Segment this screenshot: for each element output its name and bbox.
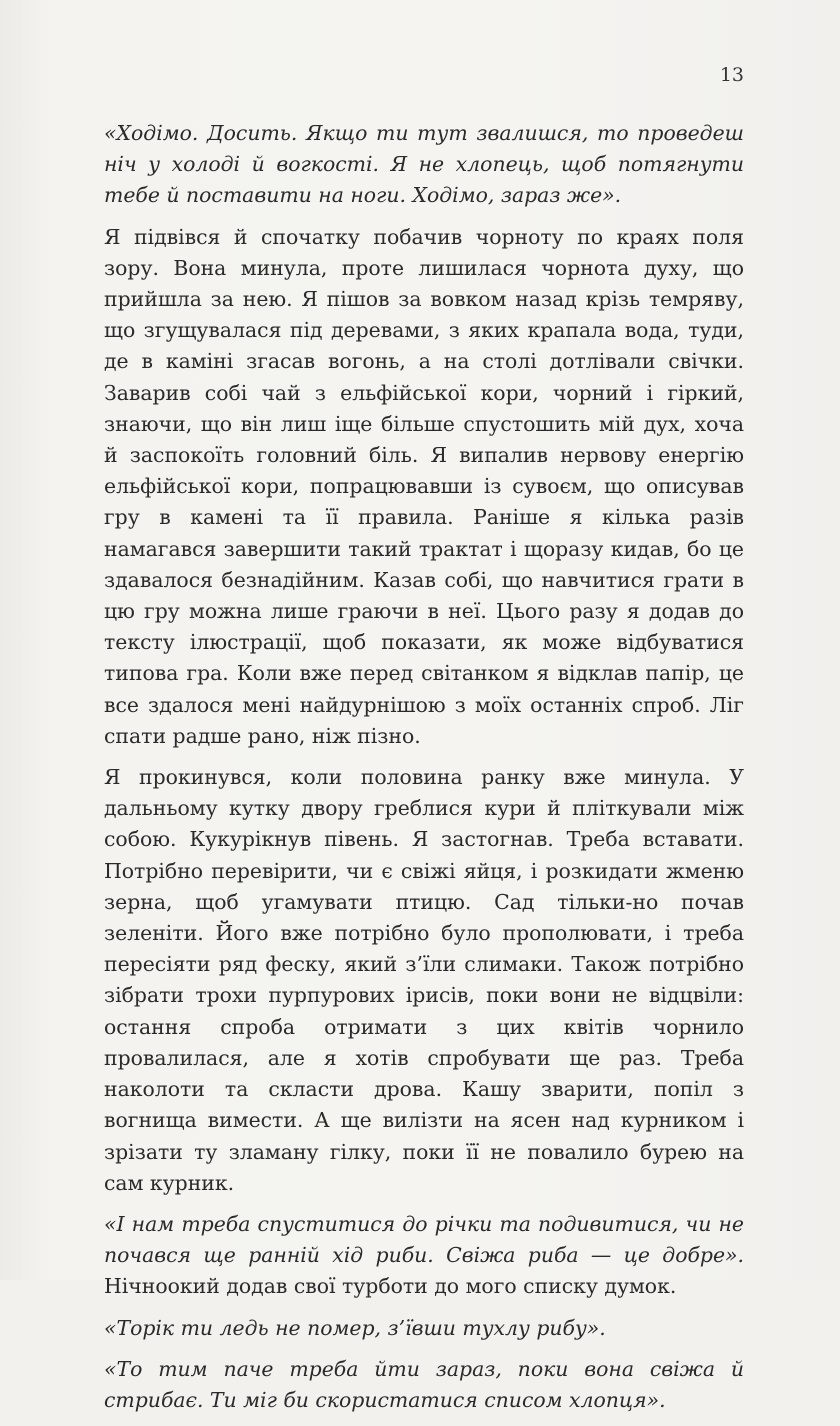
paragraph-narrative-1: [104, 222, 744, 752]
body-text: [104, 118, 744, 1426]
paragraph-dialogue-3: «То тим паче треба йти зараз, поки вона свіжа й стрибає. Ти міг би скористатися списом хлопця».: [104, 1356, 744, 1412]
paragraph-narrative-2-text: Я прокинувся, коли половина ранку вже минула. У дальньому кутку двору греблися кури й пліткували між собою. Кукурікнув півень. Я застогнав. Треба вставати. Потрібно перевірити, чи є свіжі яйця, і розкидати жменю зерна, щоб угамувати птицю. Сад тільки-но почав зеленіти. Його вже потрібно було прополювати, і треба пересіяти ряд феску, який з’їли слимаки. Також потрібно зібрати трохи пурпурових ірисів, поки вони не відцвіли: остання спроба отримати з цих квітів чорнило провалилася, але я хотів спробувати ще раз. Треба наколоти та скласти дрова. Кашу зварити, попіл з вогнища вимести. А ще вилізти на ясен над курником і зрізати ту зламану гілку, поки її не повалило бурею на сам курник.: [104, 765, 744, 1195]
page-number: 13: [719, 64, 744, 86]
paragraph-mixed-italic: «І нам треба спуститися до річки та подивитися, чи не почався ще ранній хід риби. Свіжа риба — це добре».: [104, 1211, 744, 1268]
paragraph-dialogue-2: «Торік ти ледь не помер, з’ївши тухлу рибу».: [104, 1315, 606, 1340]
paragraph-narrative-1-text: Я підвівся й спочатку побачив чорноту по краях поля зору. Вона минула, проте лишилася чорнота духу, що прийшла за нею. Я пішов за вовком назад крізь темряву, що згущувалася під деревами, з яких крапала вода, туди, де в каміні згасав вогонь, а на столі дотлівали свічки. Заварив собі чай з ельфійської кори, чорний і гіркий, знаючи, що він лиш іще більше спустошить мій дух, хоча й заспокоїть головний біль. Я випалив нервову енергію ельфійської кори, попрацювавши із сувоєм, що описував гру в камені та її правила. Раніше я кілька разів намагався завершити такий трактат і щоразу кидав, бо це здавалося безнадійним. Казав собі, що навчитися грати в цю гру можна лише граючи в неї. Цього разу я додав до тексту ілюстрації, щоб показати, як може відбуватися типова гра. Коли вже перед світанком я відклав папір, це все здалося мені найдурнішою з моїх останніх спроб. Ліг спати радше рано, ніж пізно.: [104, 224, 744, 748]
paragraph-mixed: [104, 1209, 744, 1303]
paragraph-dialogue-1: «Ходімо. Досить. Якщо ти тут звалишся, то проведеш ніч у холоді й вогкості. Я не хлопець, щоб потягнути тебе й поставити на ноги. Ходімо, зараз же».: [104, 121, 744, 208]
paragraph-narrative-2: [104, 762, 744, 1199]
paragraph-mixed-roman: Нічноокий додав свої турботи до мого списку думок.: [104, 1274, 677, 1299]
